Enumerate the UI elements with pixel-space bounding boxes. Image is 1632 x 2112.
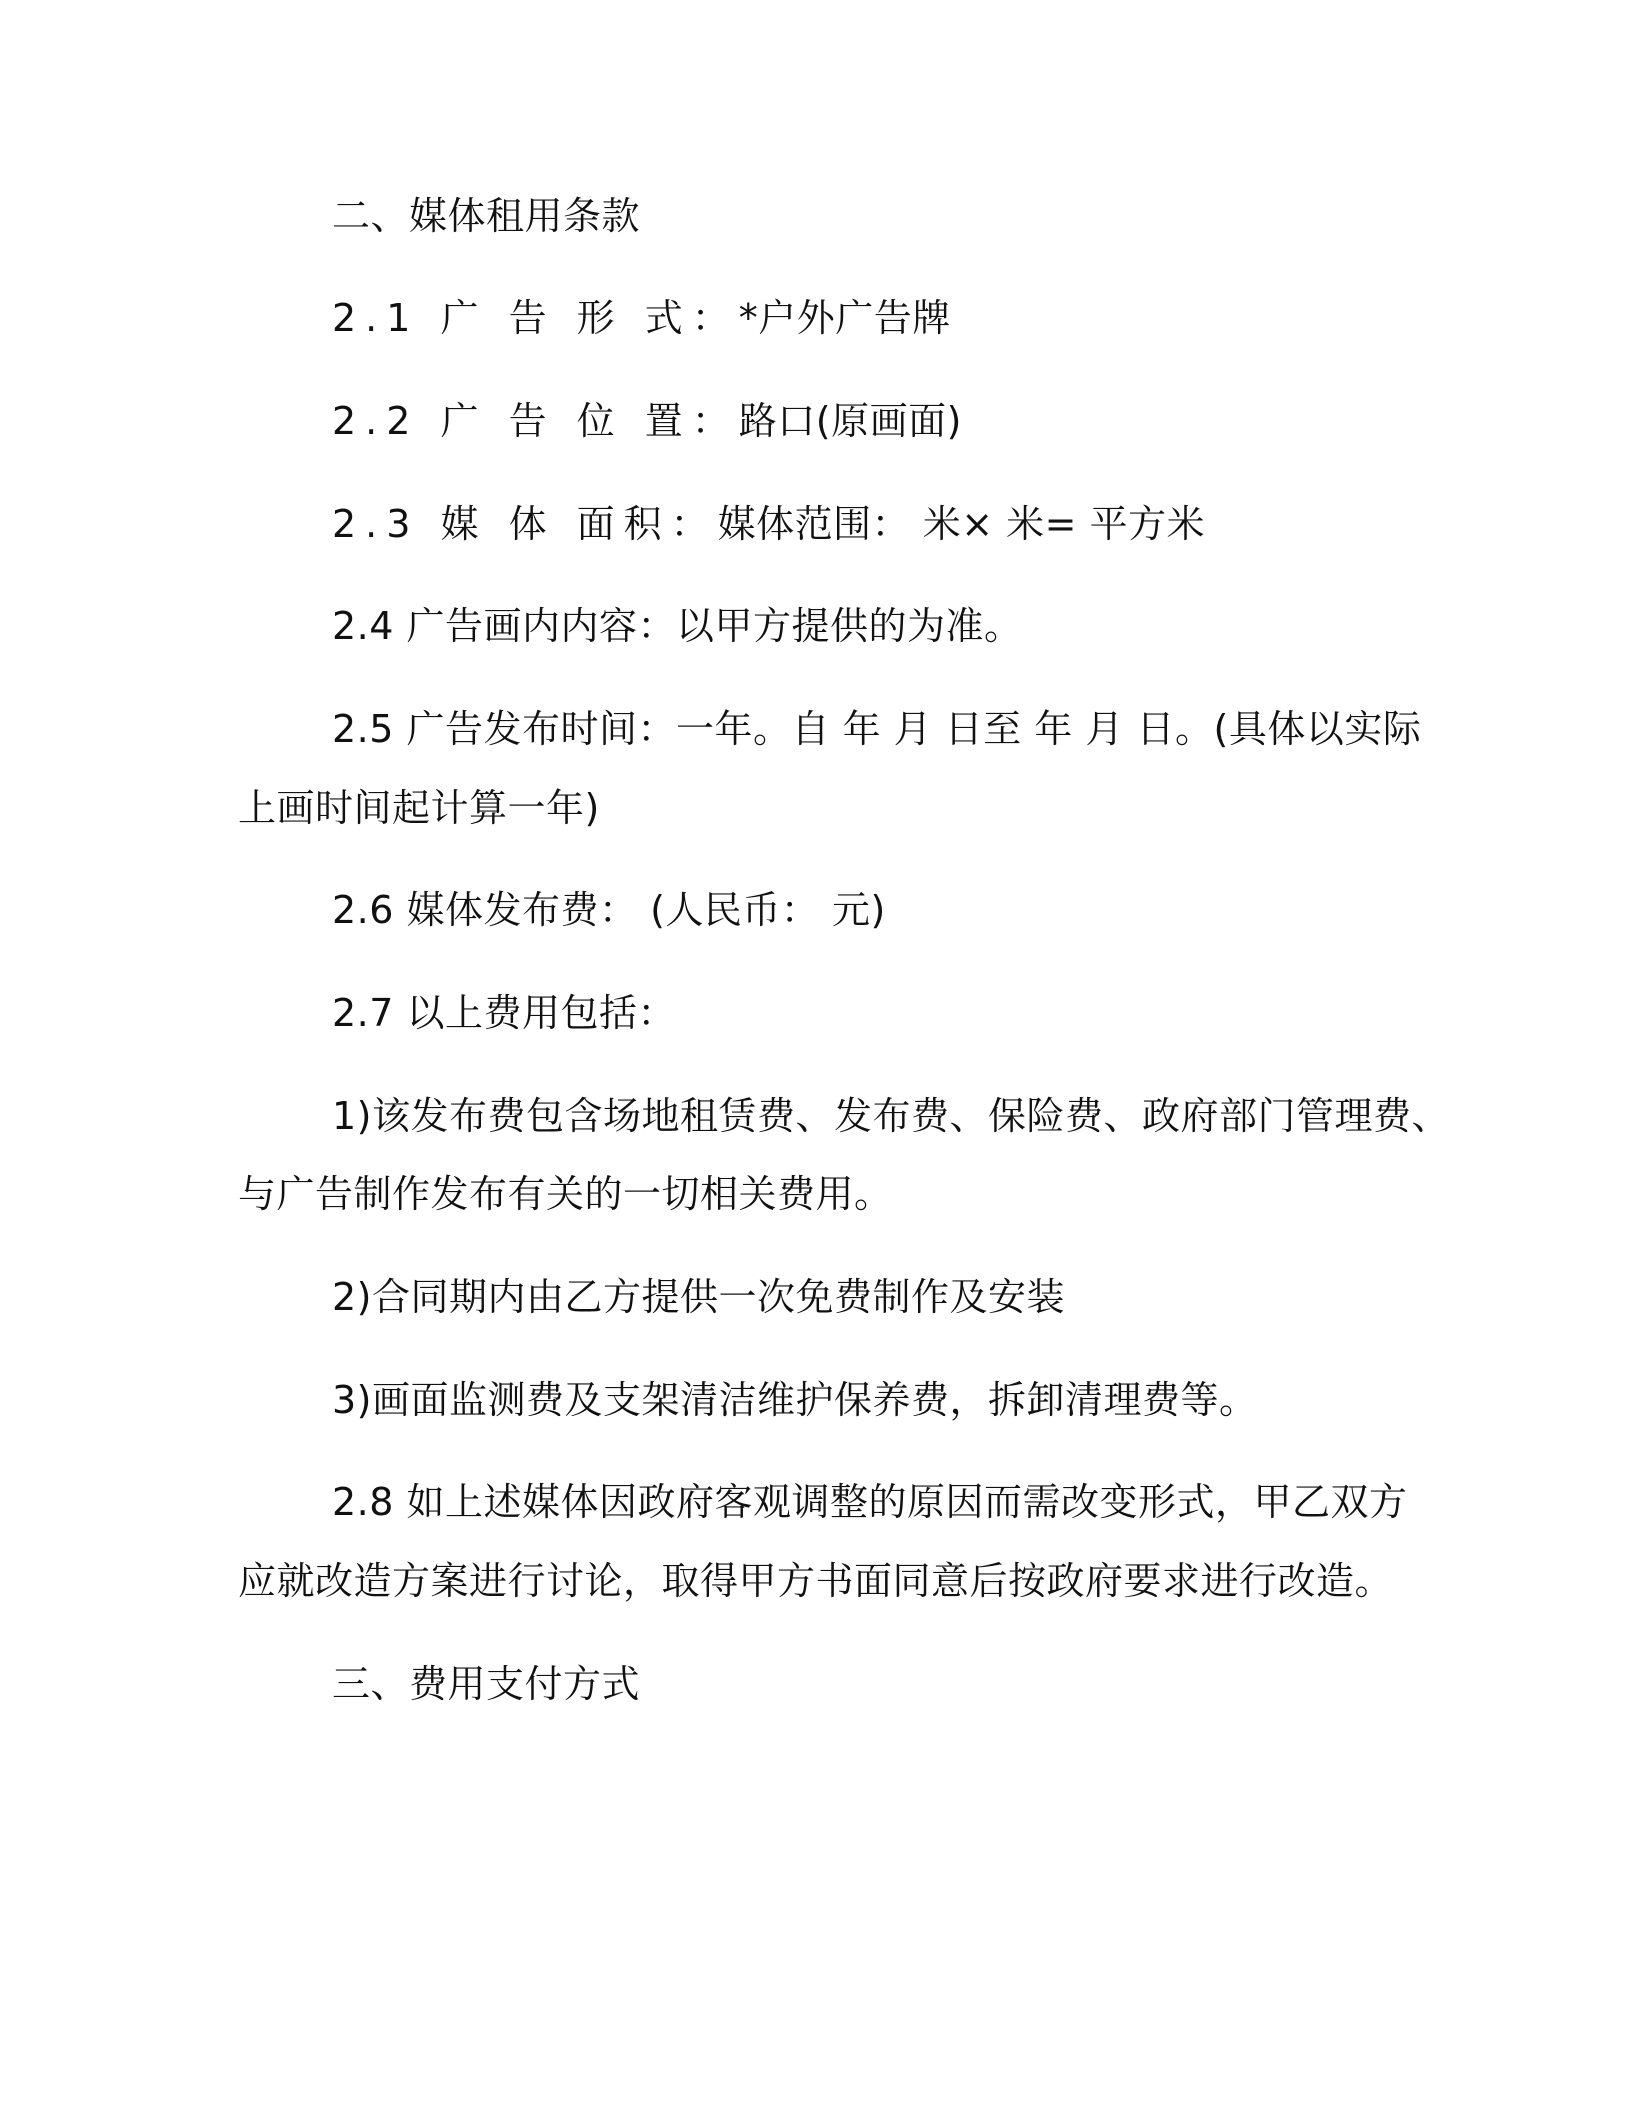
clause-2-1	[332, 294, 951, 342]
clause-2-2	[332, 397, 962, 445]
clause-2-1-value: *户外广告牌	[738, 296, 951, 340]
clause-2-5-line-2: 上画时间起计算一年)	[238, 786, 600, 830]
section-3-heading: 三、费用支付方式	[332, 1662, 641, 1706]
clause-2-3-label: 2.3 媒 体 面积：	[332, 502, 718, 546]
section-2-heading: 二、媒体租用条款	[332, 194, 641, 238]
clause-2-6: 2.6 媒体发布费： (人民币： 元)	[332, 888, 886, 932]
clause-2-2-value: 路口(原画面)	[738, 399, 962, 443]
clause-2-1-label: 2.1 广 告 形 式：	[332, 296, 739, 340]
sub-item-2: 2)合同期内由乙方提供一次免费制作及安装	[332, 1275, 1066, 1319]
clause-2-2-label: 2.2 广 告 位 置：	[332, 399, 739, 443]
clause-2-8-line-1: 2.8 如上述媒体因政府客观调整的原因而需改变形式，甲乙双方	[332, 1480, 1408, 1524]
clause-2-7: 2.7 以上费用包括：	[332, 991, 677, 1035]
sub-item-1-line-2: 与广告制作发布有关的一切相关费用。	[238, 1172, 893, 1216]
clause-2-8-line-2: 应就改造方案进行讨论，取得甲方书面同意后按政府要求进行改造。	[238, 1559, 1394, 1603]
sub-item-1-line-1: 1)该发布费包含场地租赁费、发布费、保险费、政府部门管理费、	[332, 1094, 1451, 1138]
clause-2-5-line-1: 2.5 广告发布时间：一年。自 年 月 日至 年 月 日。(具体以实际	[332, 707, 1422, 751]
clause-2-4: 2.4 广告画内内容：以甲方提供的为准。	[332, 604, 1023, 648]
clause-2-3	[332, 500, 1205, 548]
sub-item-3: 3)画面监测费及支架清洁维护保养费，拆卸清理费等。	[332, 1378, 1258, 1422]
clause-2-3-value: 媒体范围： 米× 米= 平方米	[717, 502, 1206, 546]
